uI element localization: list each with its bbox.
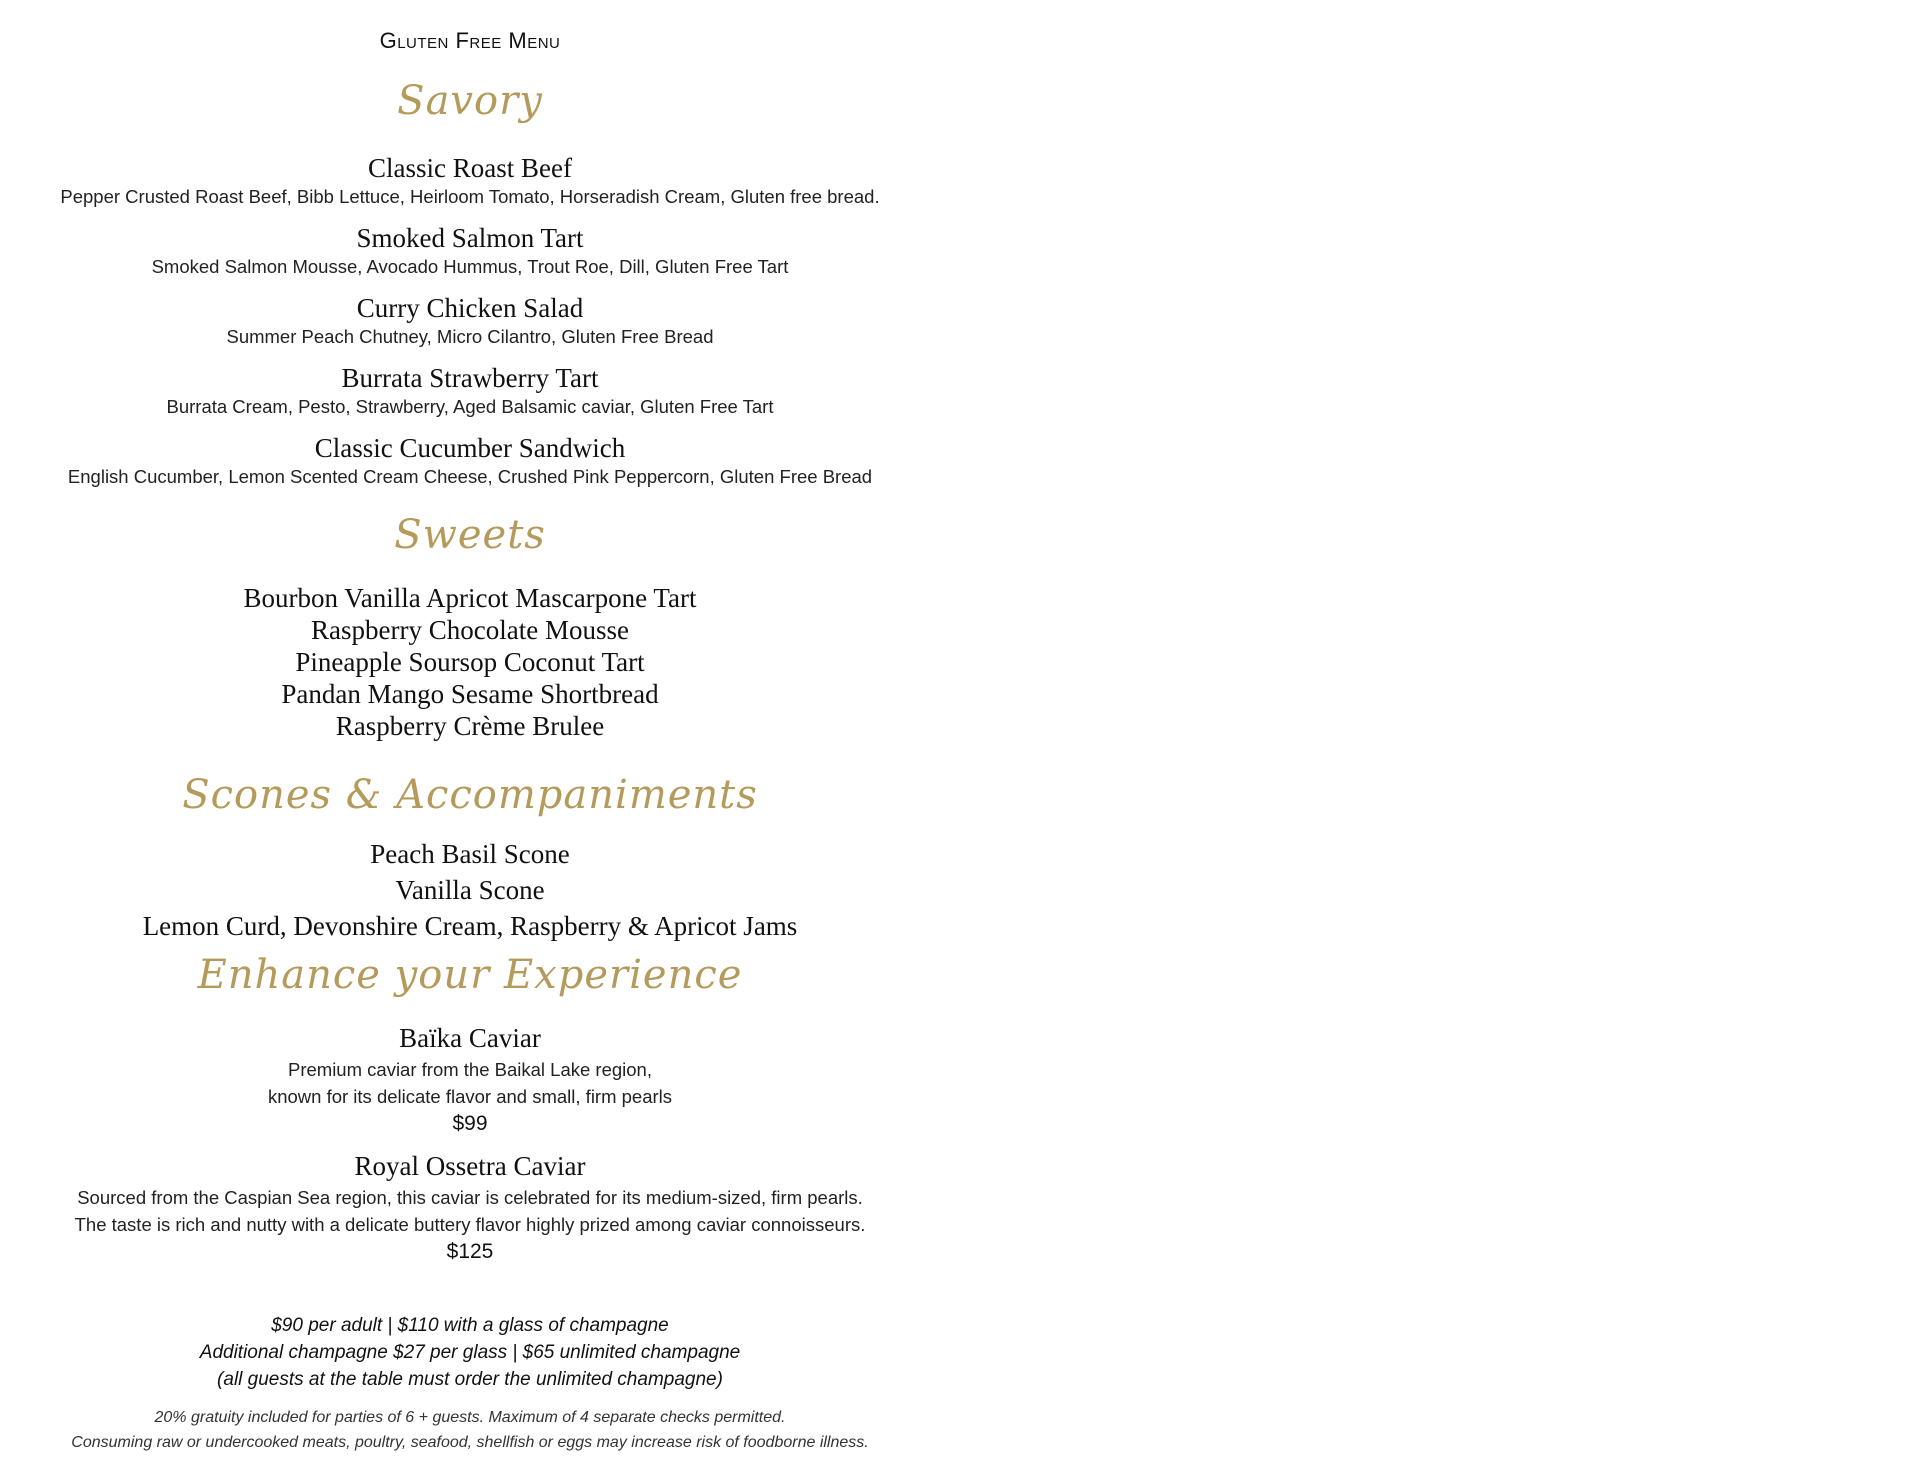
enhance-item-description: [0, 1056, 940, 1110]
footnote-line: 20% gratuity included for parties of 6 + guests. Maximum of 4 separate checks permitted.: [154, 1409, 786, 1426]
sweets-item: Pineapple Soursop Coconut Tart: [295, 647, 645, 677]
savory-item-description: English Cucumber, Lemon Scented Cream Cheese, Crushed Pink Peppercorn, Gluten Free Bread: [67, 466, 873, 487]
description-line: Sourced from the Caspian Sea region, this caviar is celebrated for its medium-sized, firm pearls.: [77, 1187, 863, 1208]
description-line: Premium caviar from the Baikal Lake region,: [288, 1059, 652, 1080]
section-heading-scones: Scones & Accompaniments: [182, 772, 758, 818]
sweets-list: [0, 582, 940, 742]
enhance-item-price: $99: [452, 1112, 488, 1135]
savory-item-name: Classic Cucumber Sandwich: [314, 433, 626, 463]
section-heading-enhance: Enhance your Experience: [197, 952, 743, 998]
description-line: known for its delicate flavor and small, firm pearls: [267, 1086, 673, 1107]
sweets-item: Raspberry Chocolate Mousse: [311, 615, 629, 645]
scones-item: Vanilla Scone: [395, 875, 545, 905]
footnote-line: Consuming raw or undercooked meats, poultry, seafood, shellfish or eggs may increase risk of foodborne illness.: [71, 1434, 869, 1451]
sweets-item: Raspberry Crème Brulee: [335, 711, 605, 741]
savory-item-name: Curry Chicken Salad: [356, 293, 584, 323]
section-heading-savory: Savory: [397, 78, 543, 124]
savory-item-description: Burrata Cream, Pesto, Strawberry, Aged Balsamic caviar, Gluten Free Tart: [166, 396, 774, 417]
sweets-item: Bourbon Vanilla Apricot Mascarpone Tart: [243, 583, 697, 613]
menu-title: Gluten Free Menu: [379, 28, 561, 53]
description-line: The taste is rich and nutty with a delicate buttery flavor highly prized among caviar connoisseurs.: [74, 1214, 866, 1235]
section-heading-sweets: Sweets: [394, 512, 546, 558]
enhance-item-name: Baïka Caviar: [399, 1023, 541, 1053]
savory-item-description: Pepper Crusted Roast Beef, Bibb Lettuce, Heirloom Tomato, Horseradish Cream, Gluten free bread.: [60, 186, 880, 207]
enhance-item-description: [0, 1184, 940, 1238]
savory-item-name: Burrata Strawberry Tart: [341, 363, 599, 393]
footnotes: [0, 1405, 940, 1455]
scones-item: Lemon Curd, Devonshire Cream, Raspberry & Apricot Jams: [142, 911, 798, 941]
enhance-item-name: Royal Ossetra Caviar: [354, 1151, 586, 1181]
pricing-note: [0, 1312, 940, 1393]
pricing-line: $90 per adult | $110 with a glass of champagne: [271, 1315, 669, 1336]
savory-item-name: Smoked Salmon Tart: [356, 223, 584, 253]
pricing-line: (all guests at the table must order the unlimited champagne): [217, 1369, 723, 1390]
pricing-line: Additional champagne $27 per glass | $65 unlimited champagne: [199, 1342, 741, 1363]
scones-item: Peach Basil Scone: [370, 839, 570, 869]
enhance-item-price: $125: [446, 1240, 494, 1263]
sweets-item: Pandan Mango Sesame Shortbread: [281, 679, 659, 709]
savory-item-description: Smoked Salmon Mousse, Avocado Hummus, Trout Roe, Dill, Gluten Free Tart: [151, 256, 789, 277]
savory-item-description: Summer Peach Chutney, Micro Cilantro, Gluten Free Bread: [226, 326, 714, 347]
savory-item-name: Classic Roast Beef: [368, 153, 572, 183]
